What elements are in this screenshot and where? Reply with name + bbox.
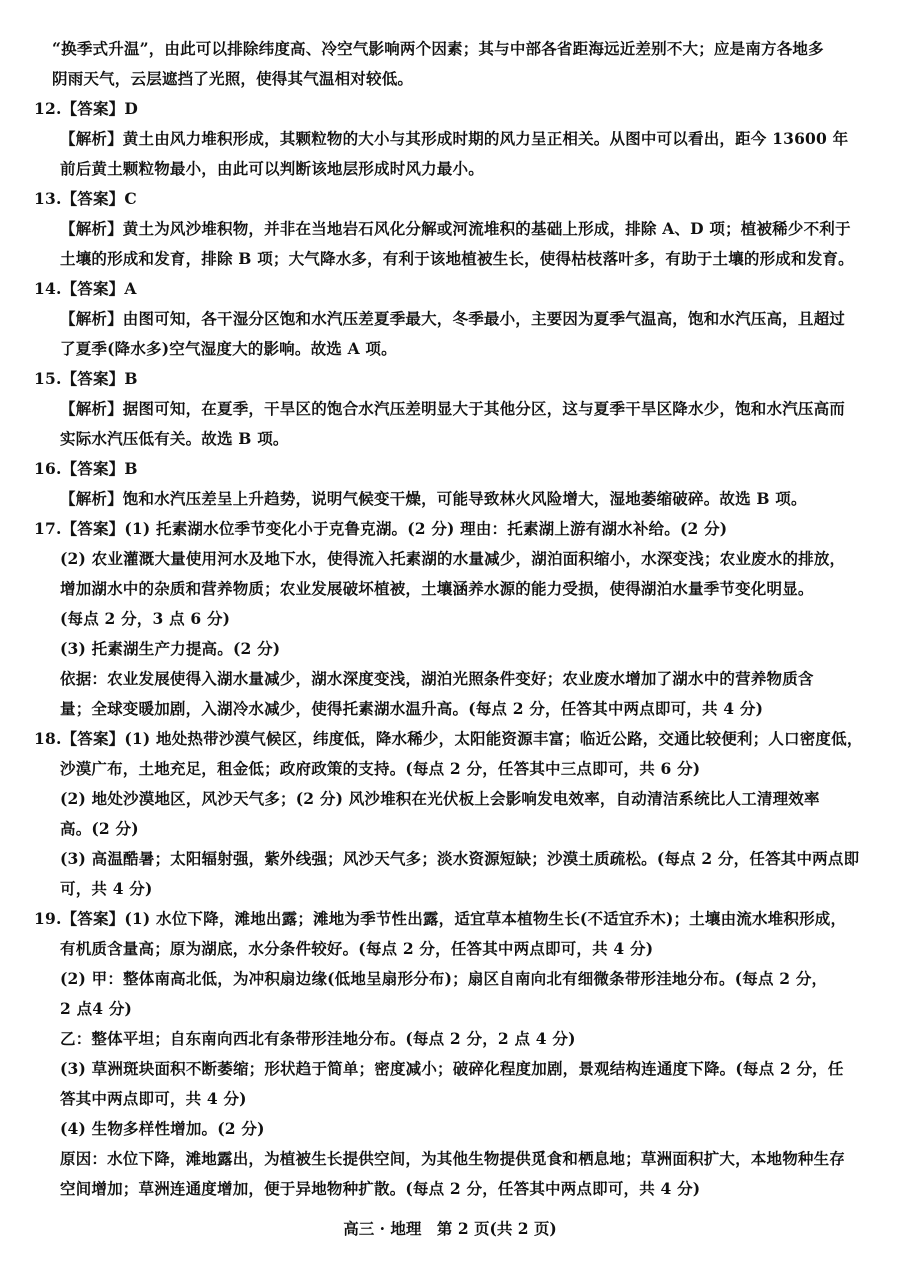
question-header: 18.【答案】(1) 地处热带沙漠气候区，纬度低，降水稀少，太阳能资源丰富；临近公路，交通比较便利；人口密度低， (34, 729, 863, 748)
text-line: (3) 高温酷暑；太阳辐射强，紫外线强；风沙天气多；淡水资源短缺；沙漠土质疏松。(每点 2 分，任答其中两点即 (60, 849, 860, 868)
text-line: 【解析】由图可知，各干湿分区饱和水汽压差夏季最大，冬季最小，主要因为夏季气温高，饱和水汽压高，且超过 (60, 309, 846, 328)
question-header: 12.【答案】D (34, 99, 139, 118)
text-line: (3) 托素湖生产力提高。(2 分) (60, 639, 281, 658)
question-header: 14.【答案】A (34, 279, 137, 298)
text-line: 阴雨天气，云层遮挡了光照，使得其气温相对较低。 (52, 69, 414, 88)
text-line: (每点 2 分，3 点 6 分) (60, 609, 231, 628)
text-line: 前后黄土颗粒物最小，由此可以判断该地层形成时风力最小。 (60, 159, 484, 178)
text-line: 实际水汽压低有关。故选 B 项。 (60, 429, 289, 448)
text-line: 高。(2 分) (60, 819, 139, 838)
text-line: 空间增加；草洲连通度增加，便于异地物种扩散。(每点 2 分，任答其中两点即可，共 4 分) (60, 1179, 701, 1198)
text-line: 答其中两点即可，共 4 分) (60, 1089, 247, 1108)
question-header: 16.【答案】B (34, 459, 138, 478)
text-line: 了夏季(降水多)空气湿度大的影响。故选 A 项。 (60, 339, 397, 358)
text-line: 【解析】黄土为风沙堆积物，并非在当地岩石风化分解或河流堆积的基础上形成，排除 A、D 项；植被稀少不利于 (60, 219, 851, 238)
text-line: “换季式升温”，由此可以排除纬度高、冷空气影响两个因素；其与中部各省距海远近差别不大；应是南方各地多 (52, 39, 824, 58)
text-line: (3) 草洲斑块面积不断萎缩；形状趋于简单；密度减小；破碎化程度加剧，景观结构连通度下降。(每点 2 分，任 (60, 1059, 844, 1078)
text-line: (2) 农业灌溉大量使用河水及地下水，使得流入托素湖的水量减少，湖泊面积缩小，水深变浅；农业废水的排放， (60, 549, 846, 568)
question-header: 15.【答案】B (34, 369, 138, 388)
text-line: 土壤的形成和发育，排除 B 项；大气降水多，有利于该地植被生长，使得枯枝落叶多，有助于土壤的形成和发育。 (60, 249, 854, 268)
text-line: 沙漠广布，土地充足，租金低；政府政策的支持。(每点 2 分，任答其中三点即可，共 6 分) (60, 759, 701, 778)
page-footer: 高三 · 地理 第 2 页(共 2 页) (343, 1219, 557, 1238)
text-line: 可，共 4 分) (60, 879, 153, 898)
text-line: 【解析】饱和水汽压差呈上升趋势，说明气候变干燥，可能导致林火风险增大，湿地萎缩破碎。故选 B 项。 (60, 489, 807, 508)
text-line: (4) 生物多样性增加。(2 分) (60, 1119, 265, 1138)
text-line: 依据：农业发展使得入湖水量减少，湖水深度变浅，湖泊光照条件变好；农业废水增加了湖水中的营养物质含 (60, 669, 814, 688)
text-line: 2 点4 分) (60, 999, 133, 1018)
text-line: 【解析】据图可知，在夏季，干旱区的饱合水汽压差明显大于其他分区，这与夏季干旱区降水少，饱和水汽压高而 (60, 399, 846, 418)
text-line: 原因：水位下降，滩地露出，为植被生长提供空间，为其他生物提供觅食和栖息地；草洲面积扩大，本地物种生存 (60, 1149, 846, 1168)
text-line: 有机质含量高；原为湖底，水分条件较好。(每点 2 分，任答其中两点即可，共 4 分) (60, 939, 654, 958)
text-line: 乙：整体平坦；自东南向西北有条带形洼地分布。(每点 2 分，2 点 4 分) (60, 1029, 576, 1048)
text-line: 增加湖水中的杂质和营养物质；农业发展破坏植被，土壤涵养水源的能力受损，使得湖泊水量季节变化明显。 (60, 579, 814, 598)
text-line: 【解析】黄土由风力堆积形成，其颗粒物的大小与其形成时期的风力呈正相关。从图中可以看出，距今 13600 年 (60, 129, 849, 148)
question-header: 13.【答案】C (34, 189, 137, 208)
question-header: 19.【答案】(1) 水位下降，滩地出露；滩地为季节性出露，适宜草本植物生长(不适宜乔木)；土壤由流水堆积形成， (34, 909, 847, 928)
text-line: 量；全球变暖加剧，入湖冷水减少，使得托素湖水温升高。(每点 2 分，任答其中两点即可，共 4 分) (60, 699, 764, 718)
text-line: (2) 地处沙漠地区，风沙天气多；(2 分) 风沙堆积在光伏板上会影响发电效率，自动清洁系统比人工清理效率 (60, 789, 820, 808)
question-header: 17.【答案】(1) 托素湖水位季节变化小于克鲁克湖。(2 分) 理由：托素湖上游有湖水补给。(2 分) (34, 519, 728, 538)
text-line: (2) 甲：整体南高北低，为冲积扇边缘(低地呈扇形分布)；扇区自南向北有细微条带形洼地分布。(每点 2 分， (60, 969, 828, 988)
